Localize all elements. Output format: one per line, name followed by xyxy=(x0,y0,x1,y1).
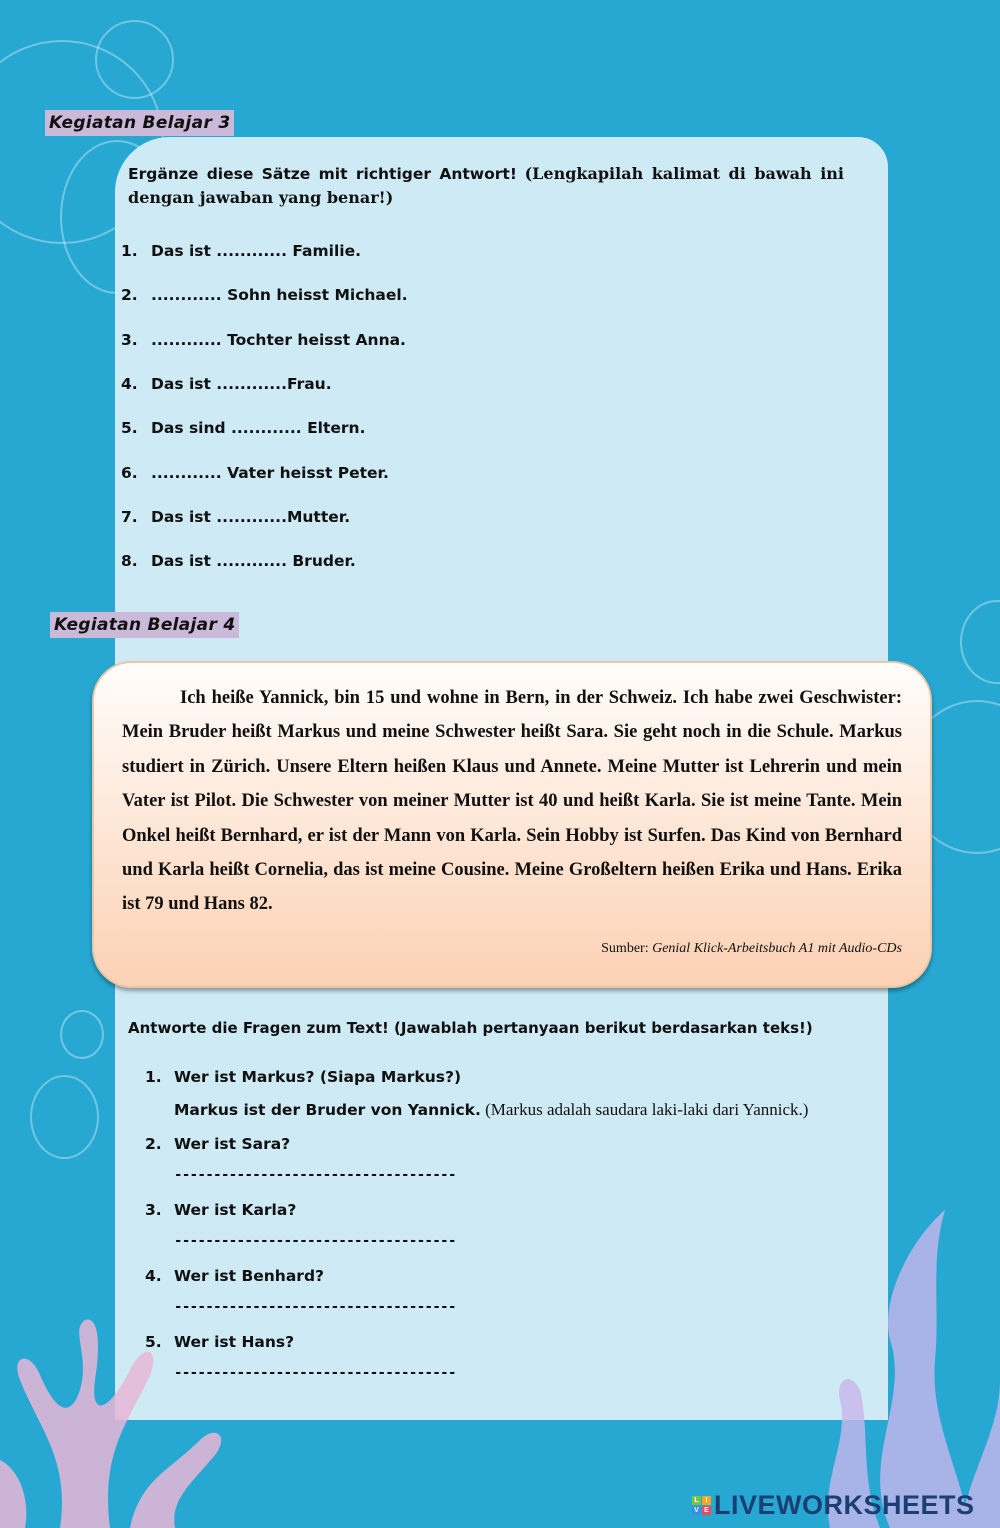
question-text: Wer ist Sara? xyxy=(174,1134,291,1153)
exercise-item xyxy=(121,450,408,494)
section-3-label: Kegiatan Belajar 3 xyxy=(45,110,234,136)
question-text: Wer ist Markus? (Siapa Markus?) xyxy=(174,1067,462,1086)
exercise-item xyxy=(121,495,408,539)
item-text-after: Vater heisst Peter. xyxy=(221,463,389,482)
source-label: Sumber: xyxy=(601,941,653,956)
question-text: Wer ist Karla? xyxy=(174,1200,297,1219)
item-number: 7. xyxy=(121,507,138,526)
exercise-item xyxy=(121,539,408,583)
answer-line-input[interactable]: ------------------------------------ xyxy=(174,1299,456,1315)
exercise-item xyxy=(121,273,408,317)
question-number: 4. xyxy=(145,1266,162,1285)
liveworksheets-logo xyxy=(692,1490,975,1521)
item-text-after: Sohn heisst Michael. xyxy=(221,286,408,305)
item-number: 1. xyxy=(121,242,138,261)
item-text-after: Tochter heisst Anna. xyxy=(221,330,406,349)
instruction-indonesian: (Lengkapilah kalimat di bawah ini dengan jawaban yang benar!) xyxy=(128,164,844,207)
question-item xyxy=(145,1259,845,1325)
questions-instruction: Antworte die Fragen zum Text! (Jawablah pertanyaan berikut berdasarkan teks!) xyxy=(128,1019,813,1037)
question-item xyxy=(145,1060,845,1127)
reading-text: Ich heiße Yannick, bin 15 und wohne in Bern, in der Schweiz. Ich habe zwei Geschwister: Mein Bruder heißt Markus und meine Schwester heißt Sara. Sie geht noch in die Schule. Markus studiert in Zürich. Unsere Eltern heißen Klaus und Annete. Meine Mutter ist Lehrerin und mein Vater ist Pilot. Die Schwester von meiner Mutter ist 40 und heißt Karla. Sie ist meine Tante. Mein Onkel heißt Bernhard, er ist der Mann von Karla. Sein Hobby ist Surfen. Das Kind von Bernhard und Karla heißt Cornelia, das ist meine Cousine. Meine Großeltern heißen Erika und Hans. Erika ist 79 und Hans 82. xyxy=(122,688,902,915)
questions-list xyxy=(145,1060,845,1391)
logo-blocks-icon: L I V E xyxy=(692,1496,711,1515)
logo-text: LIVEWORKSHEETS xyxy=(714,1490,975,1520)
item-text-after: Frau. xyxy=(286,375,332,394)
item-text-after: Bruder. xyxy=(286,552,356,571)
example-answer xyxy=(174,1093,845,1127)
answer-blank[interactable]: ............ xyxy=(216,242,287,261)
item-number: 4. xyxy=(121,375,138,394)
item-text-before: Das ist xyxy=(151,552,217,571)
question-number: 2. xyxy=(145,1134,162,1153)
question-text: Wer ist Benhard? xyxy=(174,1266,325,1285)
item-number: 2. xyxy=(121,286,138,305)
section-4-label: Kegiatan Belajar 4 xyxy=(50,612,239,638)
source-citation xyxy=(601,941,902,957)
item-number: 6. xyxy=(121,463,138,482)
answer-blank[interactable]: ............ xyxy=(216,375,287,394)
question-text: Wer ist Hans? xyxy=(174,1332,295,1351)
item-text-before: Das sind xyxy=(151,419,232,438)
item-number: 5. xyxy=(121,419,138,438)
fill-in-exercise-list xyxy=(121,229,408,583)
item-number: 3. xyxy=(121,330,138,349)
exercise-item xyxy=(121,362,408,406)
bubble-decoration xyxy=(60,1010,104,1059)
answer-blank[interactable]: ............ xyxy=(231,419,302,438)
answer-blank[interactable]: ............ xyxy=(151,463,222,482)
section-3-instruction xyxy=(128,162,844,210)
question-number: 3. xyxy=(145,1200,162,1219)
answer-blank[interactable]: ............ xyxy=(151,330,222,349)
answer-line-input[interactable]: ------------------------------------ xyxy=(174,1167,456,1183)
answer-line-input[interactable]: ------------------------------------ xyxy=(174,1365,456,1381)
item-text-before: Das ist xyxy=(151,507,217,526)
exercise-item xyxy=(121,229,408,273)
instruction-german: Ergänze diese Sätze mit richtiger Antwort! xyxy=(128,165,517,183)
answer-german: Markus ist der Bruder von Yannick. xyxy=(174,1101,481,1119)
item-text-after: Eltern. xyxy=(301,419,366,438)
answer-blank[interactable]: ............ xyxy=(216,552,287,571)
item-text-after: Familie. xyxy=(286,242,361,261)
question-item xyxy=(145,1193,845,1259)
bubble-decoration xyxy=(960,600,1000,684)
question-item xyxy=(145,1127,845,1193)
item-text-after: Mutter. xyxy=(286,507,351,526)
reading-text-box xyxy=(92,661,932,988)
question-number: 1. xyxy=(145,1067,162,1086)
answer-line-input[interactable]: ------------------------------------ xyxy=(174,1233,456,1249)
answer-indonesian: (Markus adalah saudara laki-laki dari Yannick.) xyxy=(480,1100,809,1119)
source-title: Genial Klick-Arbeitsbuch A1 mit Audio-CDs xyxy=(652,941,902,956)
item-number: 8. xyxy=(121,552,138,571)
exercise-item xyxy=(121,318,408,362)
bubble-decoration xyxy=(30,1075,99,1159)
item-text-before: Das ist xyxy=(151,375,217,394)
question-number: 5. xyxy=(145,1332,162,1351)
answer-blank[interactable]: ............ xyxy=(151,286,222,305)
exercise-item xyxy=(121,406,408,450)
question-item xyxy=(145,1325,845,1391)
answer-blank[interactable]: ............ xyxy=(216,507,287,526)
item-text-before: Das ist xyxy=(151,242,217,261)
